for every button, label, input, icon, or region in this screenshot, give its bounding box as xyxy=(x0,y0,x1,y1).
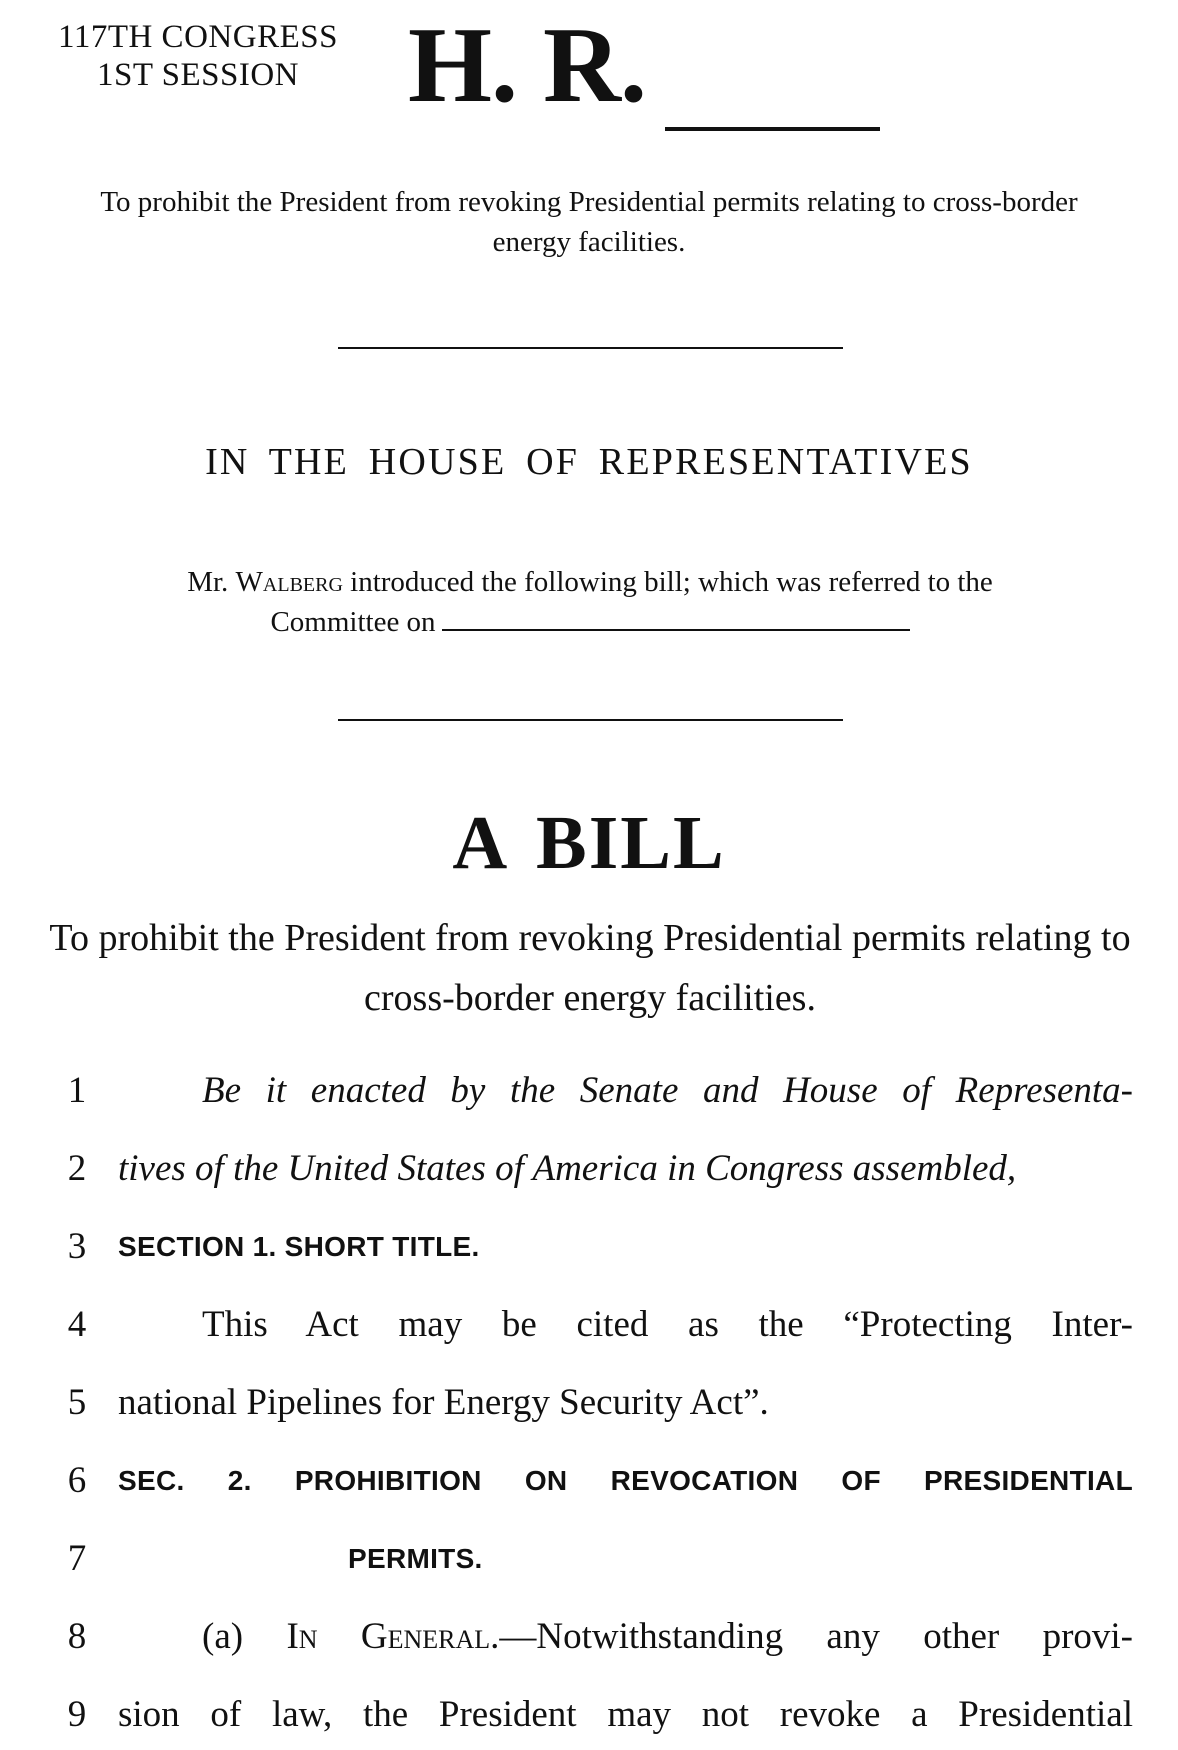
short-description: To prohibit the President from revoking Presidential permits relating to cross-border energy facilities. xyxy=(100,186,1078,258)
session-number: 1ST SESSION xyxy=(96,57,300,93)
sponsor-name: Walberg xyxy=(235,566,343,598)
line-number: 2 xyxy=(67,1148,87,1189)
bill-label: H. R. xyxy=(408,6,646,125)
introduction xyxy=(95,562,1085,642)
text-line: This Act may be cited as the “Protecting Inter- xyxy=(202,1304,1133,1345)
congress-number: 117TH CONGRESS xyxy=(58,19,338,55)
line-number: 5 xyxy=(67,1382,87,1423)
line-number: 9 xyxy=(67,1694,87,1735)
chamber-heading: IN THE HOUSE OF REPRESENTATIVES xyxy=(205,441,973,483)
line-number: 7 xyxy=(67,1538,87,1579)
subsection-text: —Notwithstanding any other provi- xyxy=(499,1616,1134,1657)
text-line: sion of law, the President may not revoke a Presidential xyxy=(118,1694,1133,1735)
bill-number-blank xyxy=(665,127,880,131)
subsection-label: (a) xyxy=(202,1616,244,1657)
committee-label: Committee on xyxy=(270,606,436,638)
divider xyxy=(338,347,843,349)
section-heading: PERMITS. xyxy=(348,1543,483,1574)
line-number: 1 xyxy=(67,1070,87,1111)
long-title: To prohibit the President from revoking Presidential permits relating to cross-border energy facilities. xyxy=(49,917,1131,1019)
divider xyxy=(338,719,843,721)
section-heading: SEC. 2. PROHIBITION ON REVOCATION OF PRESIDENTIAL xyxy=(118,1465,1133,1496)
subsection-heading: In General. xyxy=(286,1616,500,1657)
line-number: 8 xyxy=(67,1616,87,1657)
enacting-clause-line: Be it enacted by the Senate and House of Representa- xyxy=(202,1070,1133,1111)
introduction-text: introduced the following bill; which was referred to the xyxy=(350,566,993,598)
bill-heading: A BILL xyxy=(452,801,726,885)
section-heading: SECTION 1. SHORT TITLE. xyxy=(118,1231,480,1262)
text-line: national Pipelines for Energy Security Act”. xyxy=(118,1382,769,1423)
line-number: 3 xyxy=(67,1226,87,1267)
congress-session xyxy=(38,18,358,94)
committee-blank xyxy=(442,607,910,631)
line-number: 6 xyxy=(67,1460,87,1501)
line-number: 4 xyxy=(67,1304,87,1345)
subsection-line xyxy=(202,1612,1133,1662)
sponsor-prefix: Mr. xyxy=(187,566,229,598)
enacting-clause-line: tives of the United States of America in Congress assembled, xyxy=(118,1148,1017,1189)
